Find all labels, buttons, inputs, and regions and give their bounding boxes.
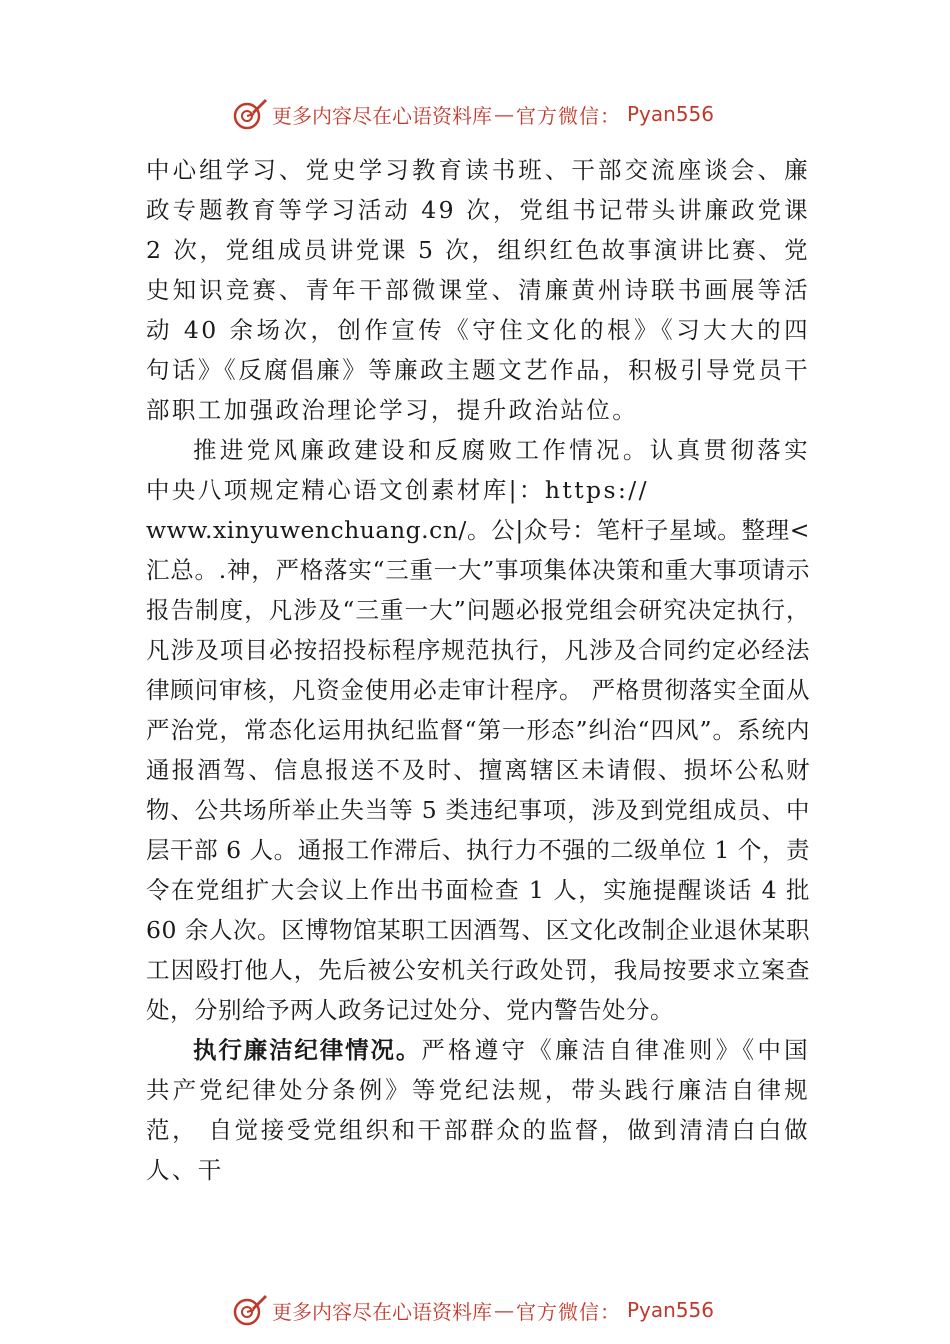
banner-text: 更多内容尽在心语资料库 xyxy=(272,1299,492,1324)
pen-logo-icon xyxy=(232,1292,268,1328)
banner-text: 更多内容尽在心语资料库 xyxy=(272,103,492,128)
paragraph-2-head: 推进党风廉政建设和反腐败工作情况。认真贯彻落实中央八项规定精心语文创素材库|：https:// xyxy=(146,436,810,504)
wechat-id: Pyan556 xyxy=(627,102,715,126)
wechat-label: 官方微信： xyxy=(516,1299,621,1324)
footer-banner xyxy=(232,1290,714,1330)
wechat-id: Pyan556 xyxy=(627,1298,715,1322)
document-body xyxy=(146,150,810,1190)
paragraph-1: 中心组学习、党史学习教育读书班、干部交流座谈会、廉政专题教育等学习活动 49 次，党组书记带头讲廉政党课 2 次，党组成员讲党课 5 次，组织红色故事演讲比赛、党史知识竞赛、青年干部微课堂、清廉黄州诗联书画展等活动 40 余场次，创作宣传《守住文化的根》《习大大的四句话》《反腐倡廉》等廉政主题文艺作品，积极引导党员干部职工加强政治理论学习，提升政治站位。 xyxy=(146,156,810,424)
pen-logo-icon xyxy=(232,96,268,132)
wechat-label: 官方微信： xyxy=(516,103,621,128)
paragraph-3 xyxy=(146,1030,810,1190)
banner-dash: — xyxy=(494,102,514,126)
header-banner xyxy=(232,94,714,134)
paragraph-2-body: www.xinyuwenchuang.cn/。公|众号：笔杆子星域。整理<汇总。.神，严格落实“三重一大”事项集体决策和重大事项请示报告制度，凡涉及“三重一大”问题必报党组会研究决定执行，凡涉及项目必按招投标程序规范执行，凡涉及合同约定必经法律顾问审核，凡资金使用必走审计程序。 严格贯彻落实全面从严治党，常态化运用执纪监督“第一形态”纠治“四风”。系统内通报酒驾、信息报送不及时、擅离辖区未请假、损坏公私财物、公共场所举止失当等 5 类违纪事项，涉及到党组成员、中层干部 6 人。通报工作滞后、执行力不强的二级单位 1 个，责令在党组扩大会议上作出书面检查 1 人，实施提醒谈话 4 批 60 余人次。区博物馆某职工因酒驾、区文化改制企业退休某职工因殴打他人，先后被公安机关行政处罚，我局按要求立案查处，分别给予两人政务记过处分、党内警告处分。 xyxy=(146,516,810,1024)
paragraph-3-text: 严格遵守《廉洁自律准则》《中国共产党纪律处分条例》等党纪法规，带头践行廉洁自律规范， 自觉接受党组织和干部群众的监督，做到清清白白做人、干 xyxy=(146,1036,811,1184)
banner-dash: — xyxy=(494,1298,514,1322)
paragraph-3-heading: 执行廉洁纪律情况。 xyxy=(193,1036,422,1064)
